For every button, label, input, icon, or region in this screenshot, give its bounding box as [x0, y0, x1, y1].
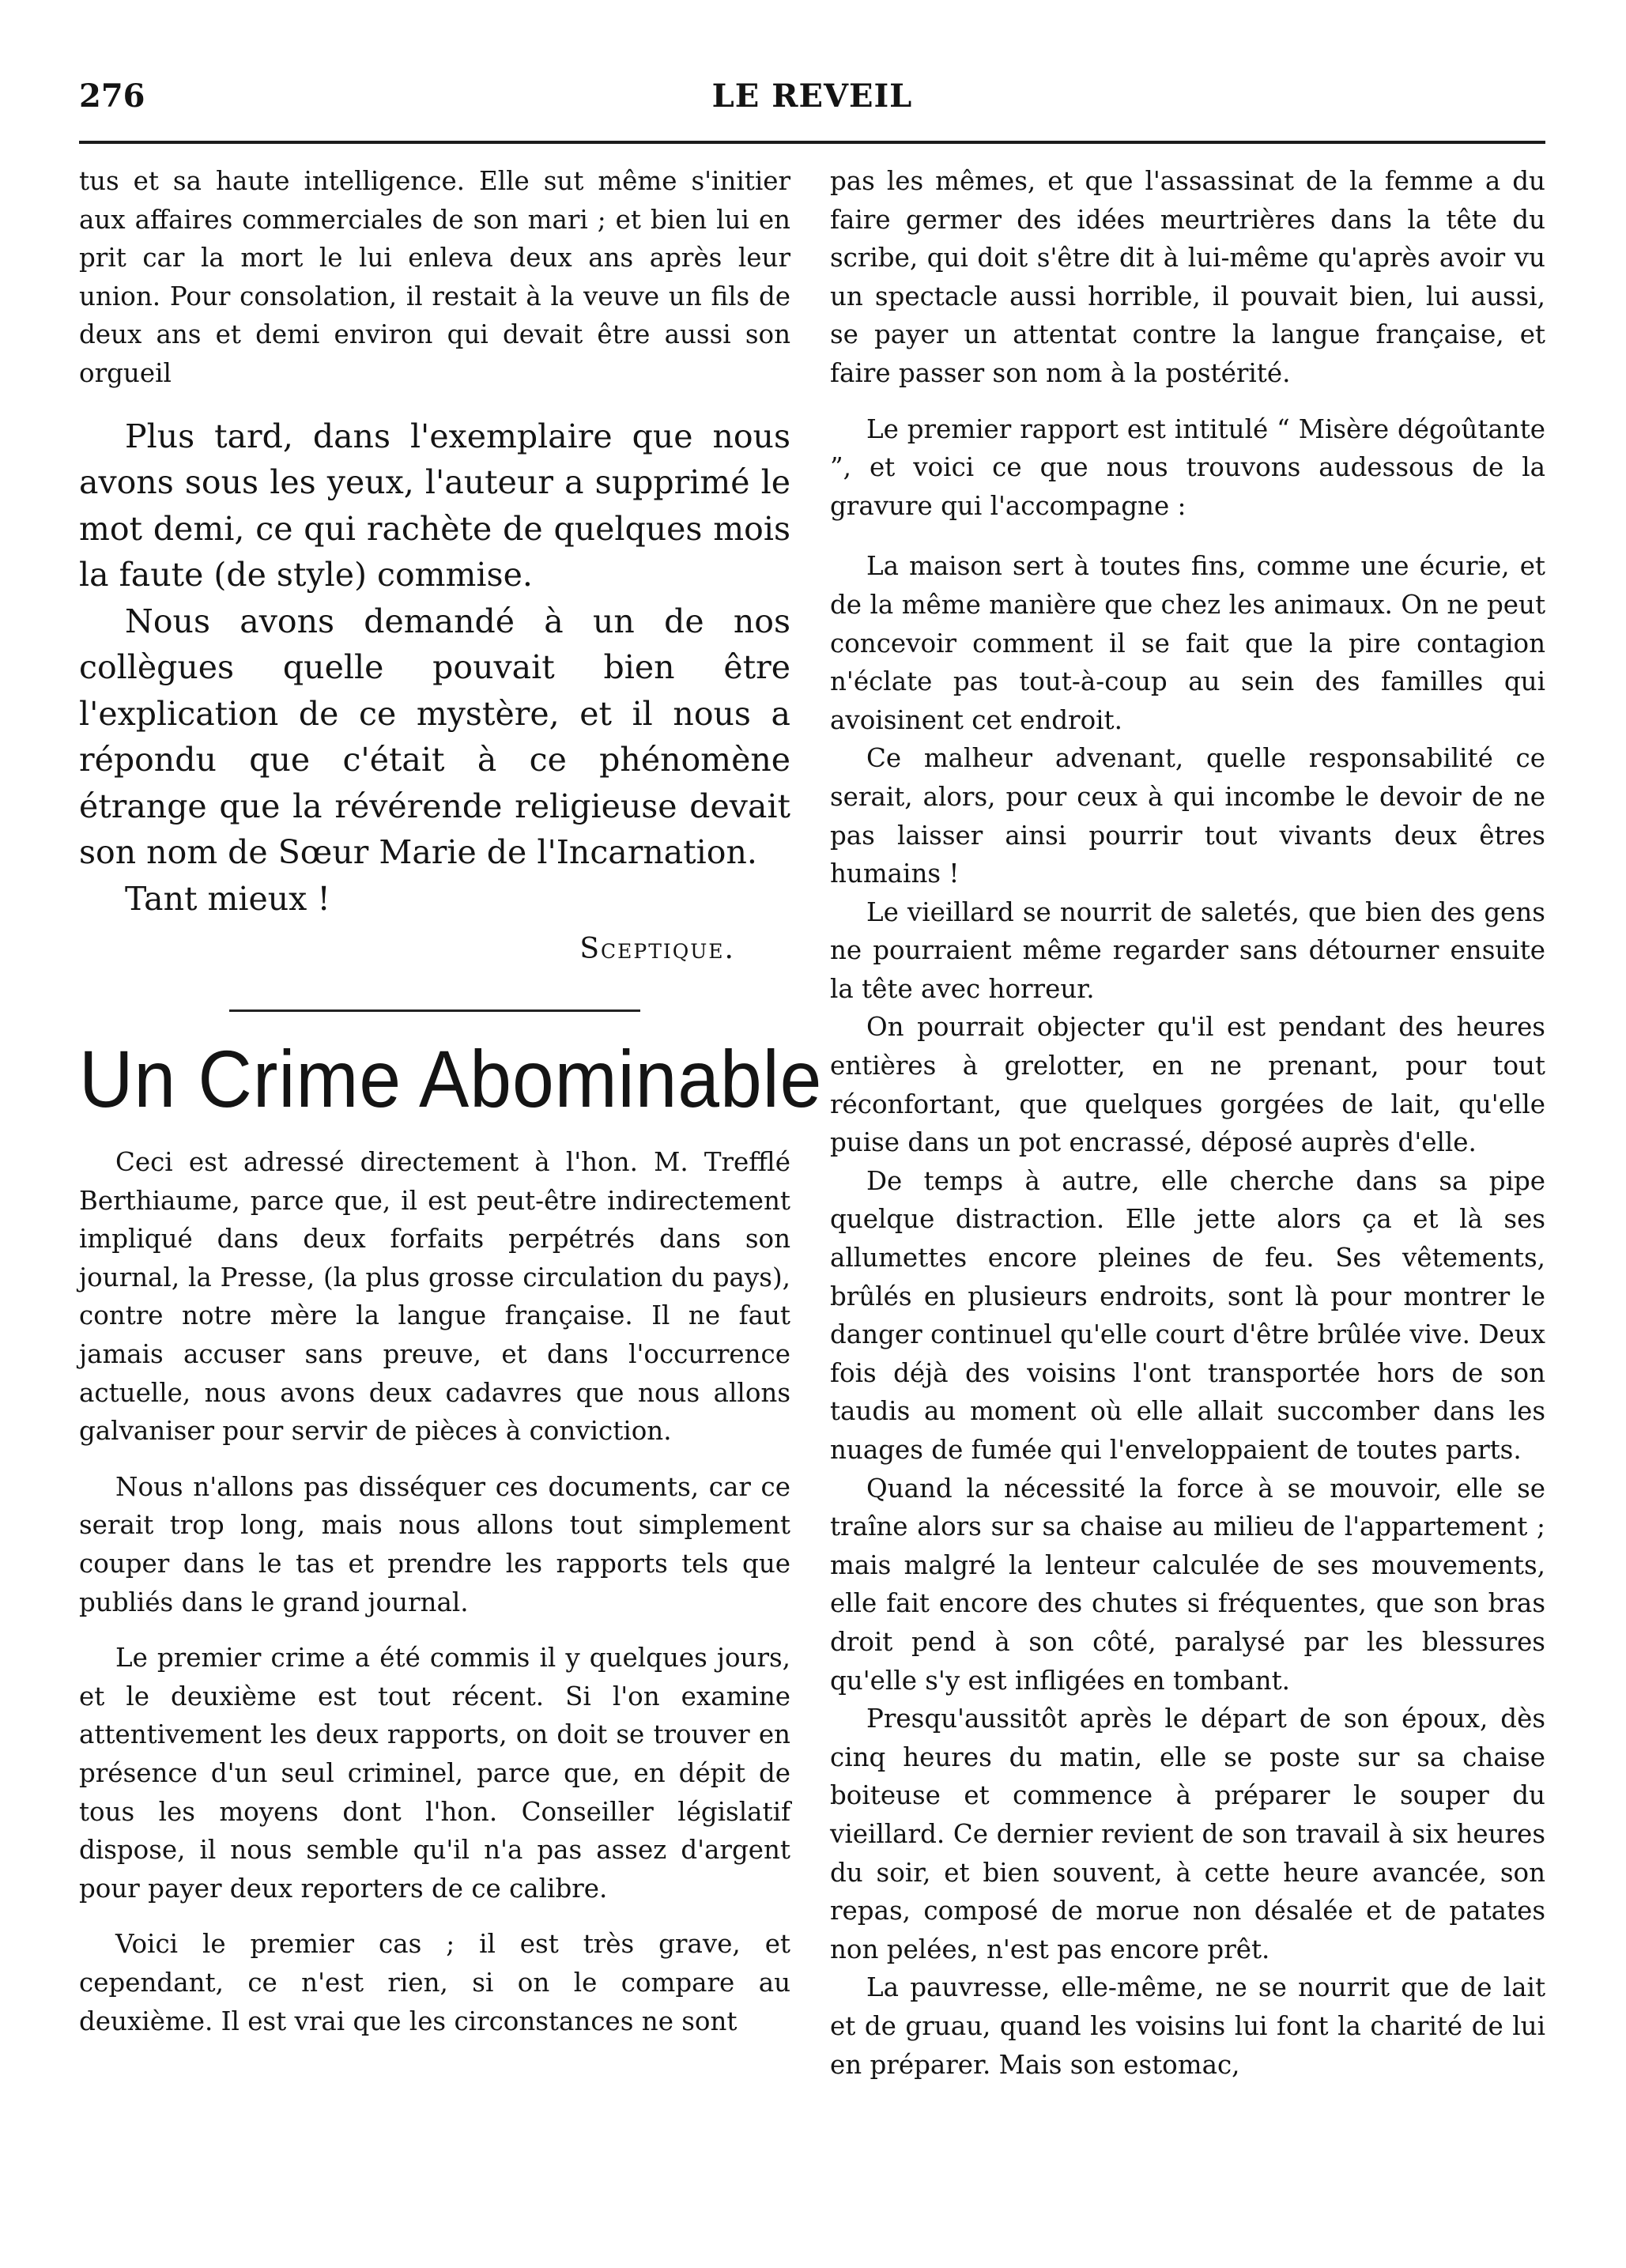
left-paragraph-4: Tant mieux !	[125, 879, 330, 918]
signature: Sceptique.	[579, 933, 735, 966]
quote-paragraph-1: La maison sert à toutes fins, comme une écurie, et de la même manière que chez les animaux. On ne peut concevoir comment il se fait que la pire contagion n'éclate pas tout-à-coup au sein des familles qui avoisinent cet endroit.	[830, 551, 1545, 735]
left-paragraph-3: Nous avons demandé à un de nos collègues quelle pouvait bien être l'explication de ce mystère, et il nous a répondu que c'était à ce phénomène étrange que la révérende religieuse devait son nom de Sœur Marie de l'Incarnation.	[79, 602, 790, 872]
left-paragraph-5: Ceci est adressé directement à l'hon. M. Trefflé Berthiaume, parce que, il est peut-être indirectement impliqué dans deux forfaits perpétrés dans son journal, la Presse, (la plus grosse circulation du pays), contre notre mère la langue française. Il ne faut jamais accuser sans preuve, et dans l'occurrence actuelle, nous avons deux cadavres que nous allons galvaniser pour servir de pièces à conviction.	[79, 1147, 790, 1447]
quote-paragraph-7: Presqu'aussitôt après le départ de son époux, dès cinq heures du matin, elle se poste sur sa chaise boiteuse et commence à préparer le souper du vieillard. Ce dernier revient de son travail à six heures du soir, et bien souvent, à cette heure avancée, son repas, composé de morue non désalée et de patates non pelées, n'est pas encore prêt.	[830, 1704, 1545, 1964]
quote-paragraph-3: Le vieillard se nourrit de saletés, que bien des gens ne pourraient même regarder sans détourner ensuite la tête avec horreur.	[830, 896, 1545, 1004]
running-title: LE REVEIL	[711, 77, 913, 115]
right-paragraph-1: pas les mêmes, et que l'assassinat de la femme a du faire germer des idées meurtrières dans la tête du scribe, qui doit s'être dit à lui-même qu'après avoir vu un spectacle aussi horrible, il pouvait bien, lui aussi, se payer un attentat contre la langue française, et faire passer son nom à la postérité.	[830, 166, 1545, 388]
right-column	[830, 162, 1545, 2084]
right-paragraph-2: Le premier rapport est intitulé “ Misère dégoûtante ”, et voici ce que nous trouvons audessous de la gravure qui l'accompagne :	[830, 413, 1545, 521]
quoted-report	[830, 547, 1545, 2084]
left-paragraph-8: Voici le premier cas ; il est très grave, et cependant, ce n'est rien, si on le compare au deuxième. Il est vrai que les circonstances ne sont	[79, 1929, 790, 2036]
left-paragraph-2: Plus tard, dans l'exemplaire que nous avons sous les yeux, l'auteur a supprimé le mot demi, ce qui rachète de quelques mois la faute (de style) commise.	[79, 417, 790, 594]
header-rule	[79, 141, 1545, 144]
left-paragraph-7: Le premier crime a été commis il y quelques jours, et le deuxième est tout récent. Si l'on examine attentivement les deux rapports, on doit se trouver en présence d'un seul criminel, parce que, en dépit de tous les moyens dont l'hon. Conseiller législatif dispose, il nous semble qu'il n'a pas assez d'argent pour payer deux reporters de ce calibre.	[79, 1643, 790, 1904]
article-headline: Un Crime Abominable	[79, 1034, 823, 1125]
quote-paragraph-8: La pauvresse, elle-même, ne se nourrit que de lait et de gruau, quand les voisins lui font la charité de lui en préparer. Mais son estomac,	[830, 1972, 1545, 2080]
left-column	[79, 162, 823, 2040]
page-number: 276	[79, 77, 145, 115]
large-type-block	[79, 413, 790, 923]
page-header	[79, 77, 1545, 133]
left-paragraph-1: tus et sa haute intelligence. Elle sut même s'initier aux affaires commerciales de son mari ; et bien lui en prit car la mort le lui enleva deux ans après leur union. Pour consolation, il restait à la veuve un fils de deux ans et demi environ qui devait être aussi son orgueil	[79, 166, 790, 388]
quote-paragraph-2: Ce malheur advenant, quelle responsabilité ce serait, alors, pour ceux à qui incombe le devoir de ne pas laisser ainsi pourrir tout vivants deux êtres humains !	[830, 743, 1545, 889]
quote-paragraph-4: On pourrait objecter qu'il est pendant des heures entières à grelotter, en ne prenant, pour tout réconfortant, que quelques gorgées de lait, qu'elle puise dans un pot encrassé, déposé auprès d'elle.	[830, 1012, 1545, 1158]
left-paragraph-6: Nous n'allons pas disséquer ces documents, car ce serait trop long, mais nous allons tout simplement couper dans le tas et prendre les rapports tels que publiés dans le grand journal.	[79, 1471, 790, 1617]
quote-paragraph-6: Quand la nécessité la force à se mouvoir, elle se traîne alors sur sa chaise au milieu de l'appartement ; mais malgré la lenteur calculée de ses mouvements, elle fait encore des chutes si fréquentes, que son bras droit pend à son côté, paralysé par les blessures qu'elle s'y est infligées en tombant.	[830, 1473, 1545, 1696]
section-divider	[229, 1009, 640, 1012]
quote-paragraph-5: De temps à autre, elle cherche dans sa pipe quelque distraction. Elle jette alors ça et là ses allumettes encore pleines de feu. Ses vêtements, brûlés en plusieurs endroits, sont là pour montrer le danger continuel qu'elle court d'être brûlée vive. Deux fois déjà des voisins l'ont transportée hors de son taudis au moment où elle allait succomber dans les nuages de fumée qui l'enveloppaient de toutes parts.	[830, 1165, 1545, 1465]
